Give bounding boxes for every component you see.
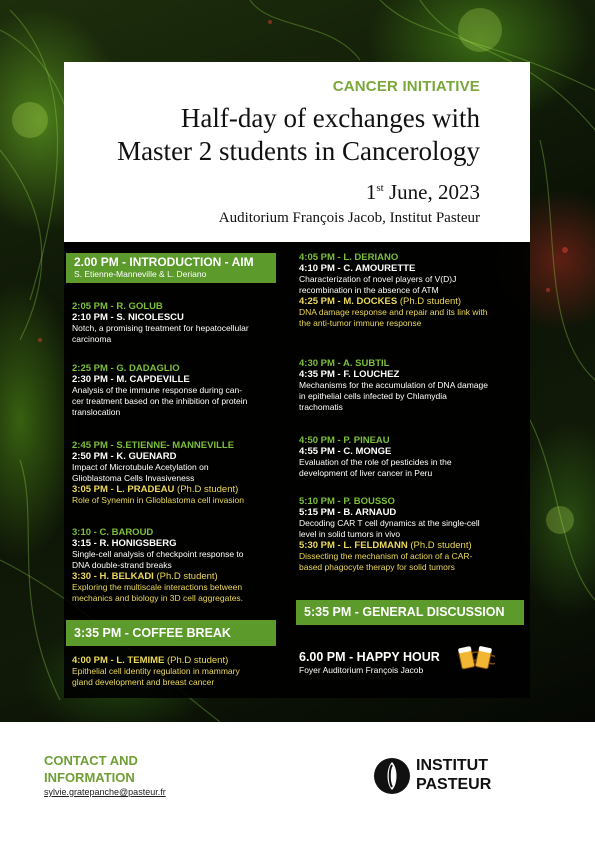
talk-description: Mechanisms for the accumulation of DNA damage — [299, 380, 488, 390]
session-dadaglio — [72, 363, 302, 418]
phd-speaker — [72, 484, 302, 495]
logo-wordmark — [416, 756, 491, 794]
phd-speaker — [72, 655, 302, 666]
talk-description: Characterization of novel players of V(D)J — [299, 274, 457, 284]
happy-hour-label: 6.00 PM - HAPPY HOUR — [299, 650, 440, 664]
phd-speaker — [72, 571, 302, 582]
talk-description: trachomatis — [299, 402, 343, 412]
session-subtil — [299, 358, 529, 413]
speaker: 2:50 PM - K. GUENARD — [72, 451, 177, 462]
phd-description: Dissecting the mechanism of action of a CAR- — [299, 551, 473, 561]
general-discussion-bar: 5:35 PM - GENERAL DISCUSSION — [296, 600, 524, 625]
date-rest: June, 2023 — [383, 180, 480, 204]
speaker: 4:55 PM - C. MONGE — [299, 446, 392, 457]
talk-description: Single-cell analysis of checkpoint response to — [72, 549, 244, 559]
speaker: 2:10 PM - S. NICOLESCU — [72, 312, 184, 323]
contact-heading — [44, 752, 138, 786]
talk-description: recombination in the absence of ATM — [299, 285, 439, 295]
phd-tag: (Ph.D student) — [174, 484, 239, 495]
chair: 2:05 PM - R. GOLUB — [72, 301, 163, 312]
phd-description: gland development and breast cancer — [72, 677, 215, 687]
chair: 2:45 PM - S.ETIENNE- MANNEVILLE — [72, 440, 235, 451]
date-suffix: st — [376, 182, 384, 194]
phd-speaker — [299, 540, 529, 551]
coffee-break-bar: 3:35 PM - COFFEE BREAK — [66, 620, 276, 646]
pasteur-emblem-icon — [372, 756, 412, 796]
phd-tag: (Ph.D student) — [407, 540, 472, 551]
speaker: 5:15 PM - B. ARNAUD — [299, 507, 397, 518]
phd-name: 3:30 - H. BELKADI — [72, 571, 154, 582]
session-etienne-manneville — [72, 440, 302, 506]
session-temime — [72, 655, 302, 688]
phd-description: mechanics and biology in 3D cell aggregates. — [72, 593, 244, 603]
phd-tag: (Ph.D student) — [397, 296, 462, 307]
talk-description: Notch, a promising treatment for hepatocellular — [72, 323, 249, 333]
chair: 4:05 PM - L. DERIANO — [299, 252, 399, 263]
talk-description: in epithelial cells infected by Chlamydia — [299, 391, 447, 401]
speaker: 4:10 PM - C. AMOURETTE — [299, 263, 416, 274]
phd-description: DNA damage response and repair and its link with — [299, 307, 488, 317]
talk-description: DNA double-strand breaks — [72, 560, 172, 570]
talk-description: Impact of Microtubule Acetylation on — [72, 462, 209, 472]
speaker: 2:30 PM - M. CAPDEVILLE — [72, 374, 190, 385]
session-golub — [72, 301, 302, 345]
talk-description: Decoding CAR T cell dynamics at the single-cell — [299, 518, 480, 528]
contact-line-1: CONTACT AND — [44, 753, 138, 768]
title-line-1: Half-day of exchanges with — [180, 103, 480, 133]
talk-description: cer treatment based on the inhibition of protein — [72, 396, 248, 406]
chair: 4:30 PM - A. SUBTIL — [299, 358, 390, 369]
chair: 3:10 - C. BAROUD — [72, 527, 154, 538]
logo-line-2: PASTEUR — [416, 776, 492, 793]
happy-hour-venue: Foyer Auditorium François Jacob — [299, 665, 424, 675]
beer-mugs-icon — [457, 642, 495, 672]
speaker: 4:35 PM - F. LOUCHEZ — [299, 369, 400, 380]
speaker: 3:15 - R. HONIGSBERG — [72, 538, 177, 549]
title-panel — [64, 62, 530, 242]
phd-description: Epithelial cell identity regulation in mammary — [72, 666, 240, 676]
event-venue: Auditorium François Jacob, Institut Pasteur — [218, 210, 480, 226]
phd-name: 5:30 PM - L. FELDMANN — [299, 540, 408, 551]
phd-name: 3:05 PM - L. PRADEAU — [72, 484, 175, 495]
date-day: 1 — [365, 180, 377, 204]
talk-description: level in solid tumors in vivo — [299, 529, 401, 539]
event-date — [366, 180, 480, 205]
chair: 2:25 PM - G. DADAGLIO — [72, 363, 180, 374]
phd-name: 4:25 PM - M. DOCKES — [299, 296, 398, 307]
phd-tag: (Ph.D student) — [164, 655, 229, 666]
session-deriano — [299, 252, 529, 329]
session-pineau — [299, 435, 529, 479]
phd-description: Role of Synemin in Glioblastoma cell invasion — [72, 495, 244, 505]
talk-description: Glioblastoma Cells Invasiveness — [72, 473, 195, 483]
talk-description: Analysis of the immune response during can- — [72, 385, 243, 395]
talk-description: carcinoma — [72, 334, 112, 344]
talk-description: Evaluation of the role of pesticides in the — [299, 457, 452, 467]
contact-line-2: INFORMATION — [44, 770, 135, 785]
intro-speakers: S. Etienne-Manneville & L. Deriano — [74, 269, 207, 279]
intro-bar — [66, 253, 276, 283]
contact-email-link[interactable]: sylvie.gratepanche@pasteur.fr — [44, 787, 166, 797]
intro-label: 2.00 PM - INTRODUCTION - AIM — [74, 255, 254, 269]
chair: 4:50 PM - P. PINEAU — [299, 435, 390, 446]
phd-description: Exploring the multiscale interactions between — [72, 582, 243, 592]
chair: 5:10 PM - P. BOUSSO — [299, 496, 395, 507]
initiative-label: CANCER INITIATIVE — [332, 78, 480, 95]
talk-description: development of liver cancer in Peru — [299, 468, 433, 478]
phd-name: 4:00 PM - L. TEMIME — [72, 655, 165, 666]
phd-description: based phagocyte therapy for solid tumors — [299, 562, 455, 572]
talk-description: translocation — [72, 407, 121, 417]
phd-speaker — [299, 296, 529, 307]
phd-tag: (Ph.D student) — [153, 571, 218, 582]
logo-line-1: INSTITUT — [416, 757, 488, 774]
session-baroud — [72, 527, 302, 604]
session-bousso — [299, 496, 529, 573]
event-title — [117, 102, 480, 168]
institut-pasteur-logo — [372, 756, 532, 798]
phd-description: the anti-tumor immune response — [299, 318, 422, 328]
title-line-2: Master 2 students in Cancerology — [117, 136, 480, 166]
